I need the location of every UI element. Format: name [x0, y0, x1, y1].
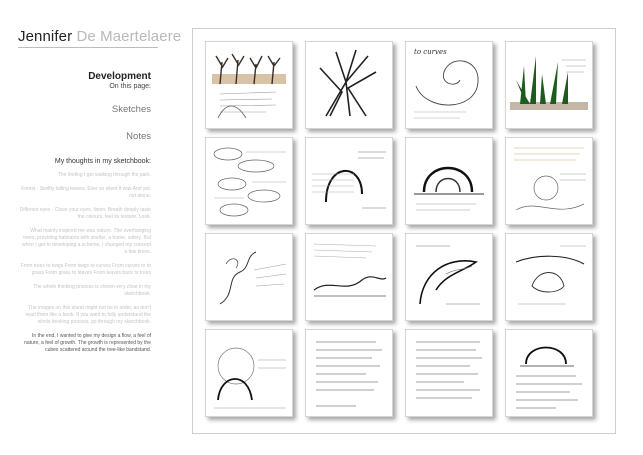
first-name: Jennifer: [18, 28, 73, 45]
last-name: De Maertelaere: [76, 28, 182, 45]
sketch-bandstand[interactable]: [405, 137, 493, 225]
sidebar: [18, 55, 151, 354]
paragraph: Different eyes - Close your eyes, listen. Breath deeply taste the colours, feel its texture. Look.: [19, 207, 151, 220]
sketch-notes-1[interactable]: [205, 137, 293, 225]
sketch-text-4[interactable]: [505, 329, 593, 417]
on-this-page-label: On this page:: [109, 83, 151, 90]
paragraph: The whole thinking process is shown very clear in my sketchbook.: [33, 284, 151, 297]
sketch-leaf[interactable]: [405, 233, 493, 321]
page-title: [18, 28, 181, 45]
sketch-arch[interactable]: [305, 137, 393, 225]
thoughts-title: My thoughts in my sketchbook:: [54, 158, 151, 165]
section-title: Development: [88, 71, 151, 82]
sketch-grass[interactable]: [505, 41, 593, 129]
sketch-leaf-2[interactable]: [505, 233, 593, 321]
sketch-wave[interactable]: [305, 233, 393, 321]
sketch-text-1[interactable]: [205, 329, 293, 417]
sketch-trees[interactable]: [205, 41, 293, 129]
sketch-twigs[interactable]: [305, 41, 393, 129]
sketch-notes-2[interactable]: [505, 137, 593, 225]
paragraph: What mainly inspired me was nature. The overhanging trees, providing habitants with shelter, a home, safety. But when I got to developing a scheme, I changed my concept a few times.: [22, 228, 151, 255]
nav-notes[interactable]: Notes: [126, 131, 151, 142]
sketch-gallery: [192, 28, 616, 434]
title-underline: [18, 47, 158, 48]
paragraph: From trees to twigs From twigs to curves From curves to to grass From grass to leaves From leaves back to trees: [20, 263, 151, 276]
svg-text:to curves: to curves: [414, 48, 447, 56]
sketch-curves[interactable]: [205, 233, 293, 321]
sketch-spiral[interactable]: [405, 41, 493, 129]
paragraph: The feeling I get walking through the park,: [57, 172, 151, 178]
paragraph: Forest - Swiftly falling leaves, Ever so silent it was And yet, not alone.: [21, 186, 151, 199]
sketch-text-2[interactable]: [305, 329, 393, 417]
paragraph: The images on this sheet might not be in order, as don't read them like a book. If you want to fully understand the whole thinking process, go through my sketchbook.: [25, 305, 151, 325]
paragraph: In the end, I wanted to give my design a flow, a feel of nature, a feel of growth. The growth is represented by the cubes scattered around the tree-like bandstand.: [24, 333, 151, 353]
nav-sketches[interactable]: Sketches: [111, 104, 151, 115]
sketch-text-3[interactable]: [405, 329, 493, 417]
